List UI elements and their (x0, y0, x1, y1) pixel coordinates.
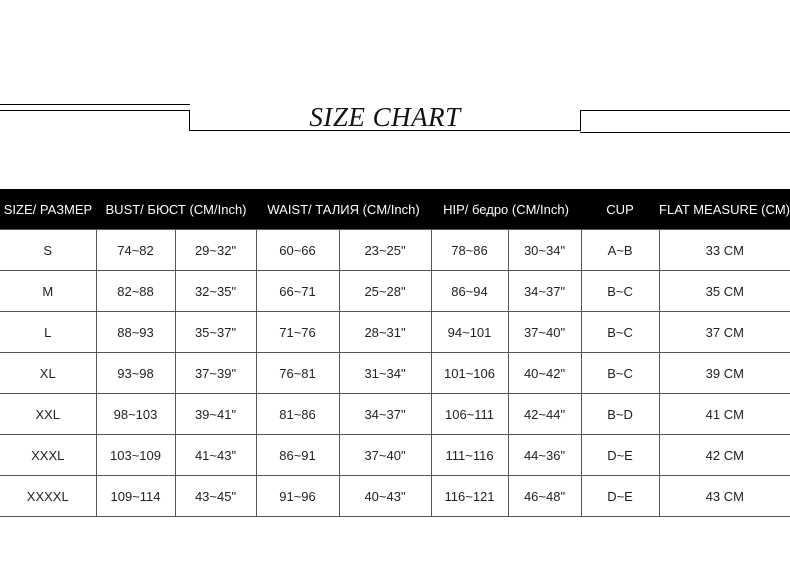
hip-inch-cell: 40~42" (508, 353, 581, 394)
header-waist: WAIST/ ТАЛИЯ (CM/Inch) (256, 189, 431, 230)
bust-cm-cell: 88~93 (96, 312, 175, 353)
hip-cm-cell: 111~116 (431, 435, 508, 476)
bust-inch-cell: 37~39" (175, 353, 256, 394)
bust-cm-cell: 93~98 (96, 353, 175, 394)
hip-cm-cell: 106~111 (431, 394, 508, 435)
size-cell: XXXL (0, 435, 96, 476)
bust-inch-cell: 39~41" (175, 394, 256, 435)
hip-cm-cell: 101~106 (431, 353, 508, 394)
waist-inch-cell: 37~40" (339, 435, 431, 476)
table-body (0, 230, 790, 517)
table-row (0, 353, 790, 394)
left-rule-top (0, 104, 190, 105)
waist-cm-cell: 71~76 (256, 312, 339, 353)
flat-measure-cell: 33 CM (659, 230, 790, 271)
right-rule-step (580, 110, 581, 130)
waist-cm-cell: 91~96 (256, 476, 339, 517)
cup-cell: B~C (581, 271, 659, 312)
table-row (0, 271, 790, 312)
hip-cm-cell: 116~121 (431, 476, 508, 517)
page-title: SIZE CHART (309, 102, 461, 132)
bust-cm-cell: 109~114 (96, 476, 175, 517)
hip-inch-cell: 44~36" (508, 435, 581, 476)
cup-cell: B~C (581, 353, 659, 394)
bust-inch-cell: 32~35" (175, 271, 256, 312)
flat-measure-cell: 35 CM (659, 271, 790, 312)
bust-inch-cell: 29~32" (175, 230, 256, 271)
hip-inch-cell: 37~40" (508, 312, 581, 353)
header-hip: HIP/ бедро (CM/Inch) (431, 189, 581, 230)
waist-inch-cell: 28~31" (339, 312, 431, 353)
flat-measure-cell: 41 CM (659, 394, 790, 435)
waist-inch-cell: 40~43" (339, 476, 431, 517)
waist-inch-cell: 25~28" (339, 271, 431, 312)
flat-measure-cell: 42 CM (659, 435, 790, 476)
cup-cell: D~E (581, 476, 659, 517)
flat-measure-cell: 37 CM (659, 312, 790, 353)
table-row (0, 312, 790, 353)
bust-inch-cell: 41~43" (175, 435, 256, 476)
cup-cell: D~E (581, 435, 659, 476)
right-rule-top (580, 110, 790, 111)
hip-inch-cell: 42~44" (508, 394, 581, 435)
size-cell: L (0, 312, 96, 353)
right-rule-bottom (580, 132, 790, 133)
bust-cm-cell: 74~82 (96, 230, 175, 271)
waist-cm-cell: 86~91 (256, 435, 339, 476)
cup-cell: A~B (581, 230, 659, 271)
header-size: SIZE/ РАЗМЕР (0, 189, 96, 230)
size-cell: XXXXL (0, 476, 96, 517)
bust-inch-cell: 35~37" (175, 312, 256, 353)
waist-cm-cell: 81~86 (256, 394, 339, 435)
table-row (0, 394, 790, 435)
left-rule-bottom (0, 110, 190, 111)
size-cell: M (0, 271, 96, 312)
size-cell: S (0, 230, 96, 271)
table-row (0, 476, 790, 517)
waist-cm-cell: 60~66 (256, 230, 339, 271)
bust-cm-cell: 98~103 (96, 394, 175, 435)
size-table (0, 189, 790, 517)
bust-inch-cell: 43~45" (175, 476, 256, 517)
hip-cm-cell: 78~86 (431, 230, 508, 271)
cup-cell: B~C (581, 312, 659, 353)
header-flat-measure: FLAT MEASURE (CM) (659, 189, 790, 230)
hip-inch-cell: 34~37" (508, 271, 581, 312)
header-cup: CUP (581, 189, 659, 230)
size-cell: XXL (0, 394, 96, 435)
header-bust: BUST/ БЮСТ (CM/Inch) (96, 189, 256, 230)
table-header-row (0, 189, 790, 230)
hip-inch-cell: 30~34" (508, 230, 581, 271)
bust-cm-cell: 103~109 (96, 435, 175, 476)
waist-inch-cell: 34~37" (339, 394, 431, 435)
bust-cm-cell: 82~88 (96, 271, 175, 312)
waist-inch-cell: 23~25" (339, 230, 431, 271)
flat-measure-cell: 39 CM (659, 353, 790, 394)
waist-cm-cell: 76~81 (256, 353, 339, 394)
flat-measure-cell: 43 CM (659, 476, 790, 517)
hip-inch-cell: 46~48" (508, 476, 581, 517)
table-row (0, 435, 790, 476)
waist-inch-cell: 31~34" (339, 353, 431, 394)
hip-cm-cell: 86~94 (431, 271, 508, 312)
cup-cell: B~D (581, 394, 659, 435)
waist-cm-cell: 66~71 (256, 271, 339, 312)
table-row (0, 230, 790, 271)
size-cell: XL (0, 353, 96, 394)
title-banner (0, 98, 790, 138)
hip-cm-cell: 94~101 (431, 312, 508, 353)
